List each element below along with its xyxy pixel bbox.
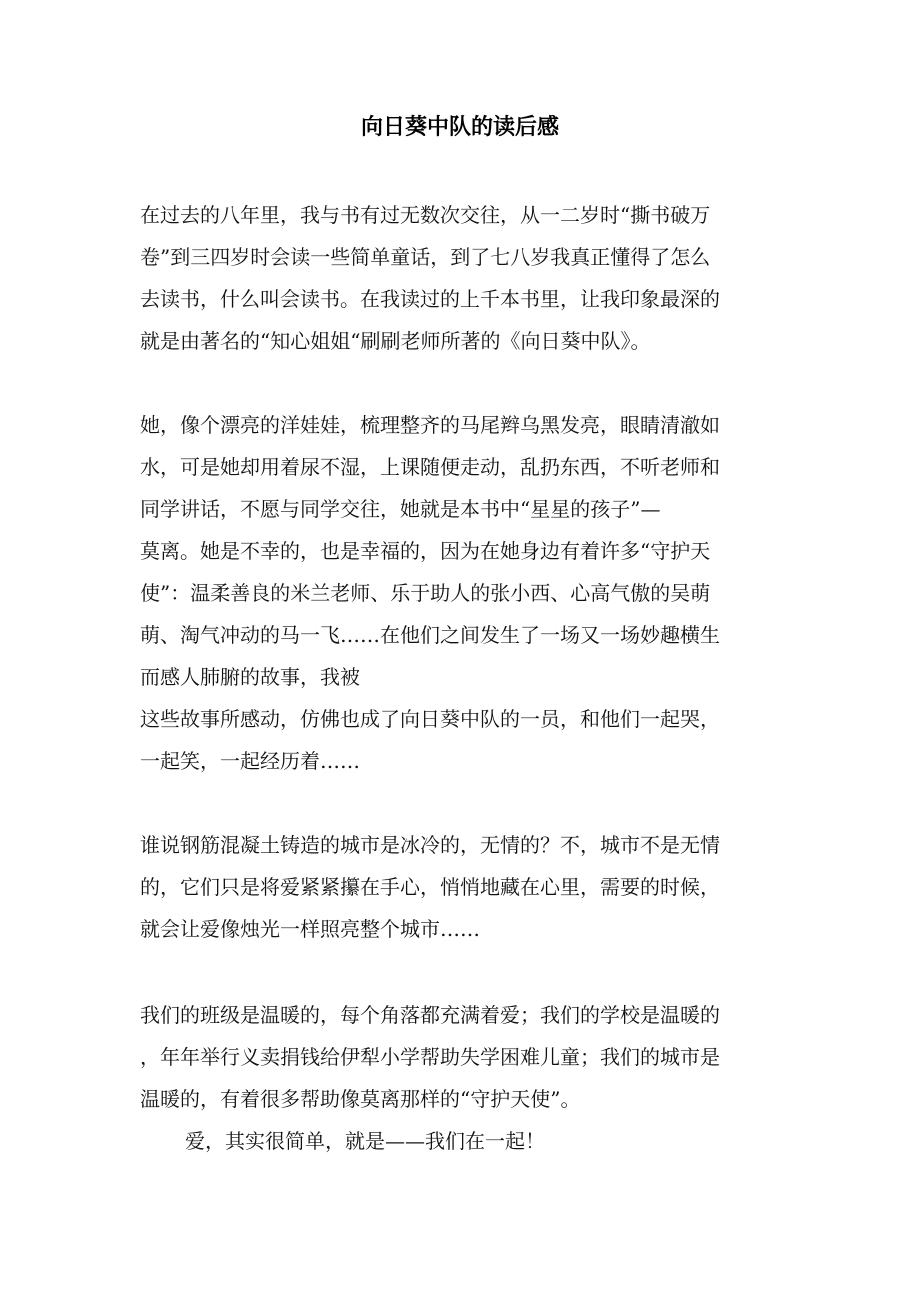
- paragraph-2-line-4: 莫离。她是不幸的，也是幸福的，因为在她身边有着许多“守护天: [140, 539, 711, 563]
- paragraph-2-line-5: 使”：温柔善良的米兰老师、乐于助人的张小西、心高气傲的吴萌: [140, 581, 711, 605]
- paragraph-2-line-1: 她，像个漂亮的洋娃娃，梳理整齐的马尾辫乌黑发亮，眼睛清澈如: [140, 413, 720, 437]
- closing-line: 爱，其实很简单，就是——我们在一起！: [185, 1129, 545, 1153]
- paragraph-2-line-7: 而感人肺腑的故事，我被: [140, 665, 360, 689]
- paragraph-3-line-1: 谁说钢筋混凝土铸造的城市是冰冷的，无情的？不，城市不是无情: [140, 833, 720, 857]
- paragraph-1-line-4: 就是由著名的“知心姐姐“刷刷老师所著的《向日葵中队》。: [140, 329, 651, 353]
- document-title: 向日葵中队的读后感: [360, 115, 559, 140]
- paragraph-2-line-6: 萌、淘气冲动的马一飞……在他们之间发生了一场又一场妙趣横生: [140, 623, 720, 647]
- paragraph-4-line-2: ，年年举行义卖捐钱给伊犁小学帮助失学困难儿童；我们的城市是: [140, 1045, 720, 1069]
- paragraph-2-line-3: 同学讲话，不愿与同学交往，她就是本书中“星星的孩子”—: [140, 497, 661, 521]
- paragraph-2-line-8: 这些故事所感动，仿佛也成了向日葵中队的一员，和他们一起哭，: [140, 707, 720, 731]
- paragraph-2-line-9: 一起笑，一起经历着……: [140, 749, 360, 773]
- paragraph-3-line-2: 的，它们只是将爱紧紧攥在手心，悄悄地藏在心里，需要的时候，: [140, 875, 720, 899]
- paragraph-1-line-2: 卷”到三四岁时会读一些简单童话，到了七八岁我真正懂得了怎么: [140, 245, 711, 269]
- paragraph-3-line-3: 就会让爱像烛光一样照亮整个城市……: [140, 917, 480, 941]
- paragraph-1-line-1: 在过去的八年里，我与书有过无数次交往，从一二岁时“撕书破万: [140, 203, 711, 227]
- paragraph-1-line-3: 去读书，什么叫会读书。在我读过的上千本书里，让我印象最深的: [140, 287, 720, 311]
- paragraph-2-line-2: 水，可是她却用着尿不湿，上课随便走动，乱扔东西，不听老师和: [140, 455, 720, 479]
- paragraph-4-line-1: 我们的班级是温暖的，每个角落都充满着爱；我们的学校是温暖的: [140, 1003, 720, 1027]
- paragraph-4-line-3: 温暖的，有着很多帮助像莫离那样的“守护天使”。: [140, 1087, 581, 1111]
